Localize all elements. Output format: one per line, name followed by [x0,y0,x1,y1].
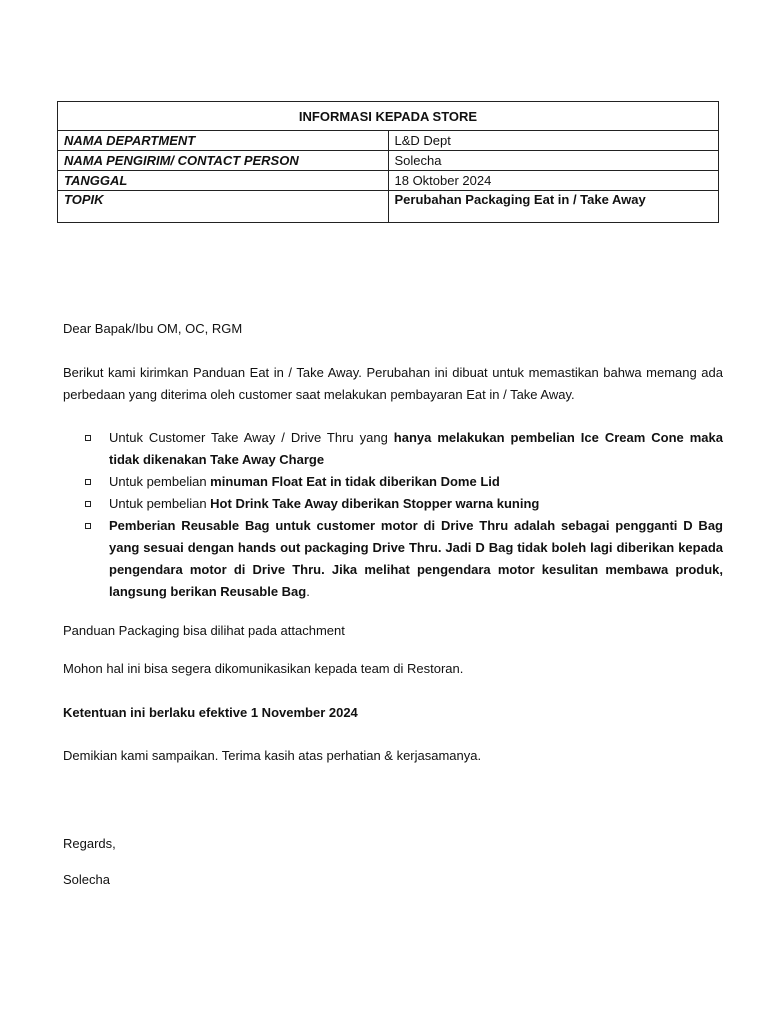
list-item: Untuk pembelian Hot Drink Take Away diberikan Stopper warna kuning [63,493,723,515]
department-label: NAMA DEPARTMENT [58,131,389,151]
list-item: Untuk Customer Take Away / Drive Thru yang hanya melakukan pembelian Ice Cream Cone maka tidak dikenakan Take Away Charge [63,427,723,471]
info-row-topic [58,191,719,223]
date-value: 18 Oktober 2024 [388,171,719,191]
signature-name: Solecha [63,872,110,887]
closing-sentence: Demikian kami sampaikan. Terima kasih atas perhatian & kerjasamanya. [63,748,482,763]
sender-value: Solecha [388,151,719,171]
attachment-note: Panduan Packaging bisa dilihat pada attachment [63,623,345,638]
info-row-date [58,171,719,191]
info-row-sender [58,151,719,171]
effective-date-note: Ketentuan ini berlaku efektive 1 November 2024 [63,705,358,720]
info-table [57,101,719,223]
department-value: L&D Dept [388,131,719,151]
square-bullet-icon [85,479,91,485]
topic-value: Perubahan Packaging Eat in / Take Away [388,191,719,223]
info-table-header: INFORMASI KEPADA STORE [58,102,719,131]
topic-label: TOPIK [58,191,389,223]
notes-list [63,427,723,603]
regards: Regards, [63,836,116,851]
sender-label: NAMA PENGIRIM/ CONTACT PERSON [58,151,389,171]
intro-paragraph: Berikut kami kirimkan Panduan Eat in / Take Away. Perubahan ini dibuat untuk memastikan bahwa memang ada perbedaan yang diterima oleh customer saat melakukan pembayaran Eat in / Take Away. [63,365,723,402]
date-label: TANGGAL [58,171,389,191]
list-item: Untuk pembelian minuman Float Eat in tidak diberikan Dome Lid [63,471,723,493]
request-note: Mohon hal ini bisa segera dikomunikasikan kepada team di Restoran. [63,661,464,676]
list-item: Pemberian Reusable Bag untuk customer motor di Drive Thru adalah sebagai pengganti D Bag yang sesuai dengan hands out packaging Drive Thru. Jadi D Bag tidak boleh lagi diberikan kepada pengendara motor di Drive Thru. Jika melihat pengendara motor kesulitan membawa produk, langsung berikan Reusable Bag. [63,515,723,603]
square-bullet-icon [85,523,91,529]
greeting: Dear Bapak/Ibu OM, OC, RGM [63,321,243,336]
square-bullet-icon [85,435,91,441]
info-table-header-row [58,102,719,131]
info-row-department [58,131,719,151]
square-bullet-icon [85,501,91,507]
